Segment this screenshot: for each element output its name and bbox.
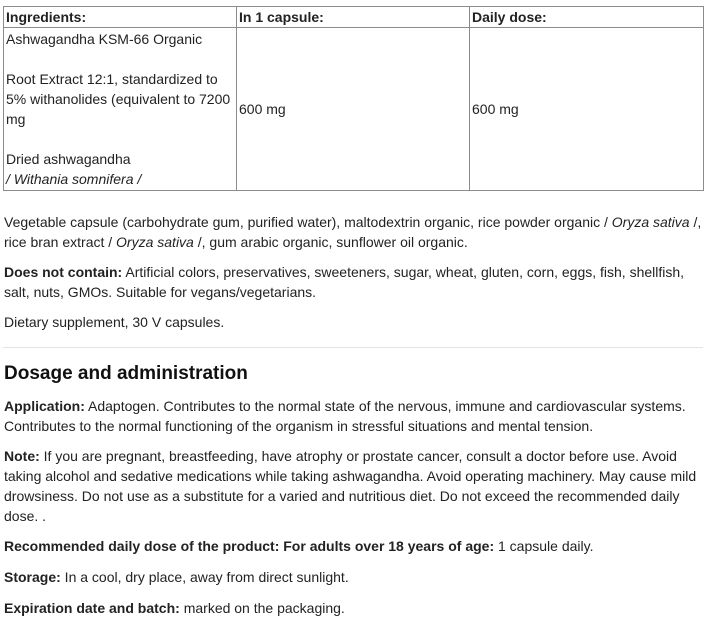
table-row (4, 28, 704, 191)
table-header-row (4, 7, 704, 28)
storage-label: Storage: (4, 569, 61, 585)
header-per-capsule: In 1 capsule: (237, 7, 470, 28)
header-daily-dose: Daily dose: (470, 7, 704, 28)
ingredient-name-cell (4, 28, 237, 191)
application-label: Application: (4, 398, 85, 414)
note-label: Note: (4, 448, 40, 464)
amount-daily-dose-cell: 600 mg (470, 28, 704, 191)
amount-per-capsule-cell: 600 mg (237, 28, 470, 191)
ingredients-table (3, 6, 704, 191)
expiration-text: Expiration date and batch: marked on the packaging. (4, 600, 345, 616)
does-not-contain-text: Does not contain: Artificial colors, preservatives, sweeteners, sugar, wheat, gluten, corn, eggs, fish, shellfish, salt, nuts, GMOs. Suitable for vegans/vegetarians. (4, 264, 685, 300)
header-ingredients: Ingredients: (4, 7, 237, 28)
ingredient-name-line2: Root Extract 12:1, standardized to 5% withanolides (equivalent to 7200 mg (6, 71, 231, 127)
section-divider (3, 347, 703, 348)
other-ingredients-text: Vegetable capsule (carbohydrate gum, purified water), maltodextrin organic, rice powder organic / Oryza sativa /, rice bran extract / Oryza sativa /, gum arabic organic, sunflower oil organic. (4, 214, 702, 250)
note-text: Note: If you are pregnant, breastfeeding, have atrophy or prostate cancer, consult a doctor before use. Avoid taking alcohol and sedative medications while taking ashwagandha. Avoid operating machinery. May cause mild drowsiness. Do not use as a substitute for a varied and nutritious diet. Do not exceed the recommended daily dose. . (4, 448, 697, 524)
recommended-dose-text: Recommended daily dose of the product: For adults over 18 years of age: 1 capsule daily. (4, 538, 594, 554)
supplement-note: Dietary supplement, 30 V capsules. (4, 314, 225, 330)
application-text: Application: Adaptogen. Contributes to the normal state of the nervous, immune and cardiovascular systems. Contributes to the normal functioning of the organism in stressful situations and mental tension. (4, 398, 686, 434)
does-not-contain-label: Does not contain: (4, 264, 123, 280)
latin-name-oryza-2: Oryza sativa (116, 234, 194, 250)
latin-name-oryza-1: Oryza sativa (611, 214, 690, 230)
ingredient-name-line3: Dried ashwagandha (6, 151, 131, 167)
storage-text: Storage: In a cool, dry place, away from direct sunlight. (4, 569, 349, 585)
ingredient-latin-name: / Withania somnifera / (6, 171, 142, 187)
ingredient-name-line1: Ashwagandha KSM-66 Organic (6, 31, 203, 47)
section-title: Dosage and administration (4, 363, 248, 384)
expiration-label: Expiration date and batch: (4, 600, 180, 616)
recommended-dose-label: Recommended daily dose of the product: For adults over 18 years of age: (4, 538, 495, 554)
